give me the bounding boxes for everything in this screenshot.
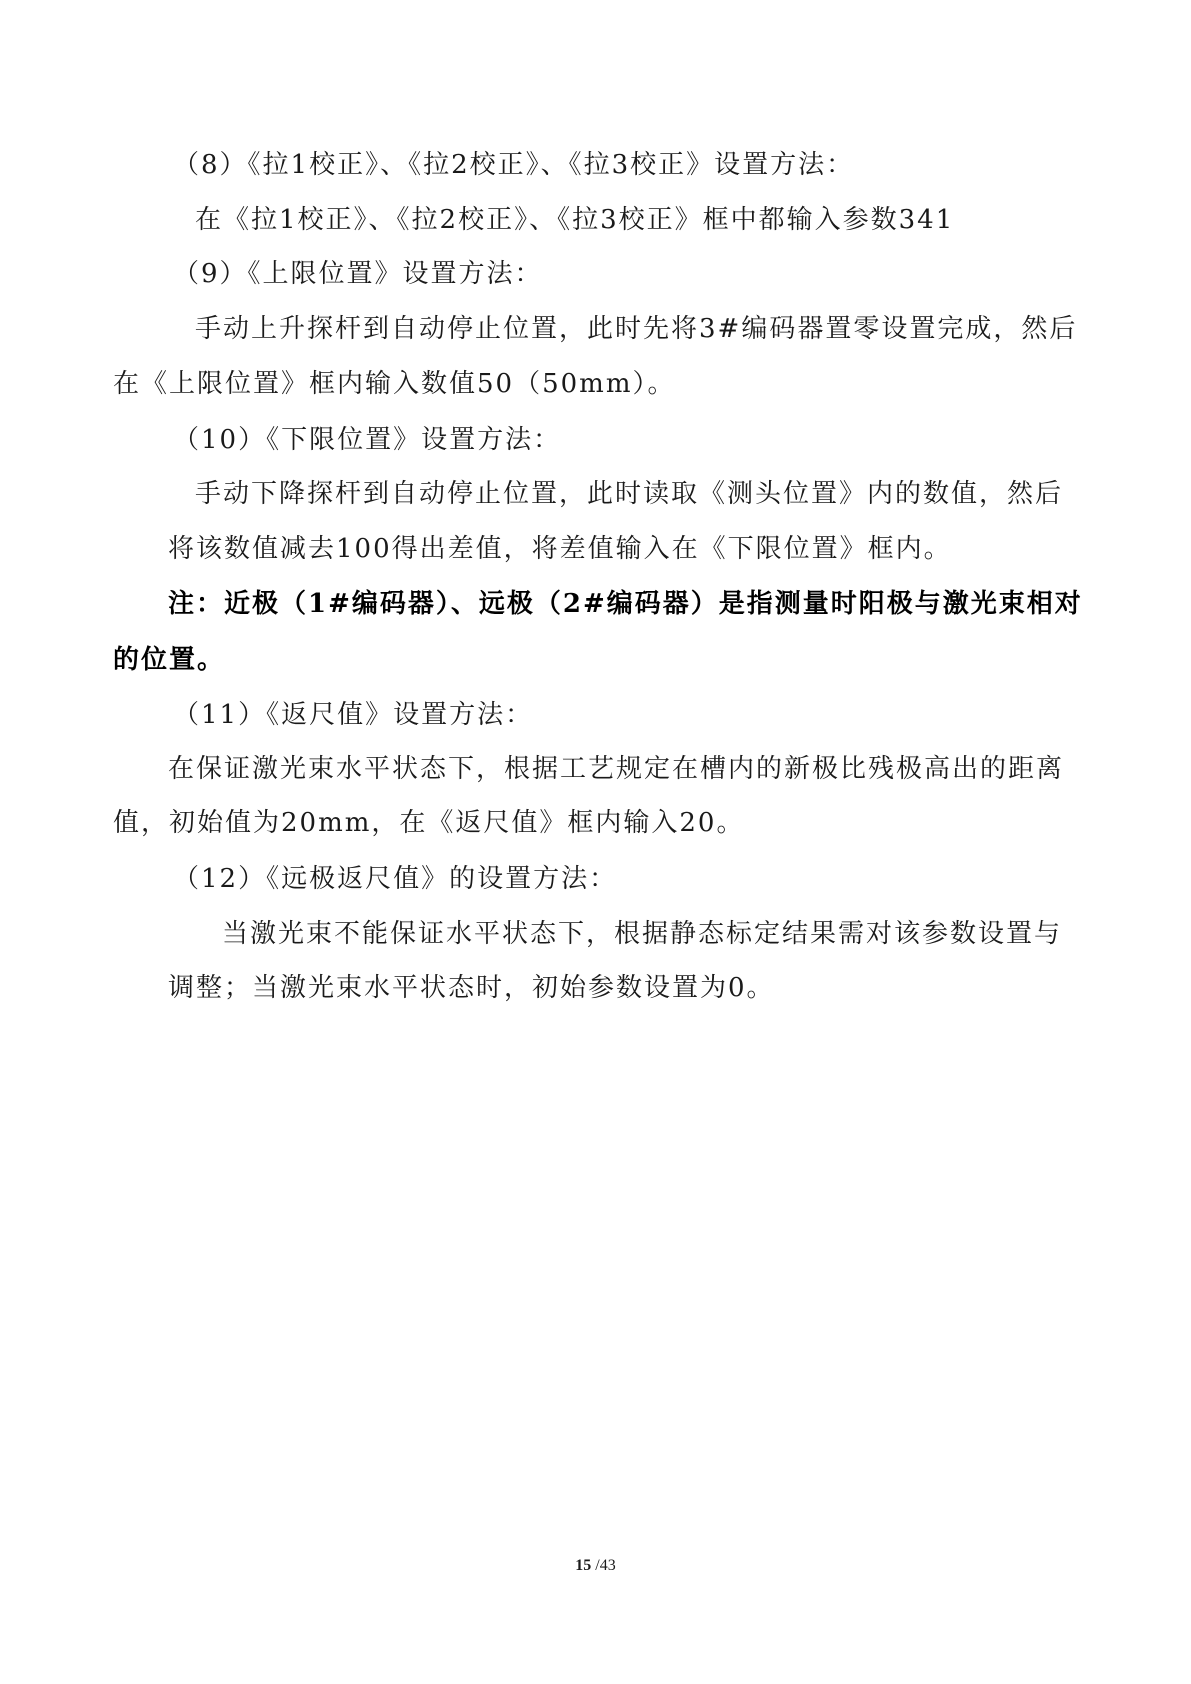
body-text-line: 在保证激光束水平状态下，根据工艺规定在槽内的新极比残极高出的距离 [168, 754, 1065, 784]
heading-item-11: （11）《返尺值》设置方法： [173, 700, 534, 730]
body-text-line: 将该数值减去100得出差值，将差值输入在《下限位置》框内。 [168, 534, 952, 564]
note-line: 的位置。 [113, 645, 226, 675]
page-total: /43 [595, 1557, 616, 1574]
body-text-line: 手动上升探杆到自动停止位置，此时先将3#编码器置零设置完成，然后 [195, 314, 1078, 344]
body-text-line: 手动下降探杆到自动停止位置，此时读取《测头位置》内的数值，然后 [195, 479, 1064, 509]
heading-item-12: （12）《远极返尺值》的设置方法： [173, 864, 618, 894]
heading-item-9: （9）《上限位置》设置方法： [173, 259, 543, 289]
body-text-line: 值，初始值为20mm，在《返尺值》框内输入20。 [113, 808, 745, 838]
page-current: 15 [575, 1557, 592, 1574]
heading-item-10: （10）《下限位置》设置方法： [173, 425, 562, 455]
page-number [0, 1556, 1191, 1576]
heading-item-8: （8）《拉1校正》、《拉2校正》、《拉3校正》设置方法： [173, 150, 855, 180]
body-text-line: 在《拉1校正》、《拉2校正》、《拉3校正》框中都输入参数341 [195, 205, 955, 235]
note-line: 注：近极（1#编码器）、远极（2#编码器）是指测量时阳极与激光束相对 [168, 589, 1083, 619]
body-text-line: 调整；当激光束水平状态时，初始参数设置为0。 [168, 973, 775, 1003]
body-text-line: 在《上限位置》框内输入数值50（50mm）。 [113, 369, 676, 399]
body-text-line: 当激光束不能保证水平状态下，根据静态标定结果需对该参数设置与 [222, 919, 1063, 949]
